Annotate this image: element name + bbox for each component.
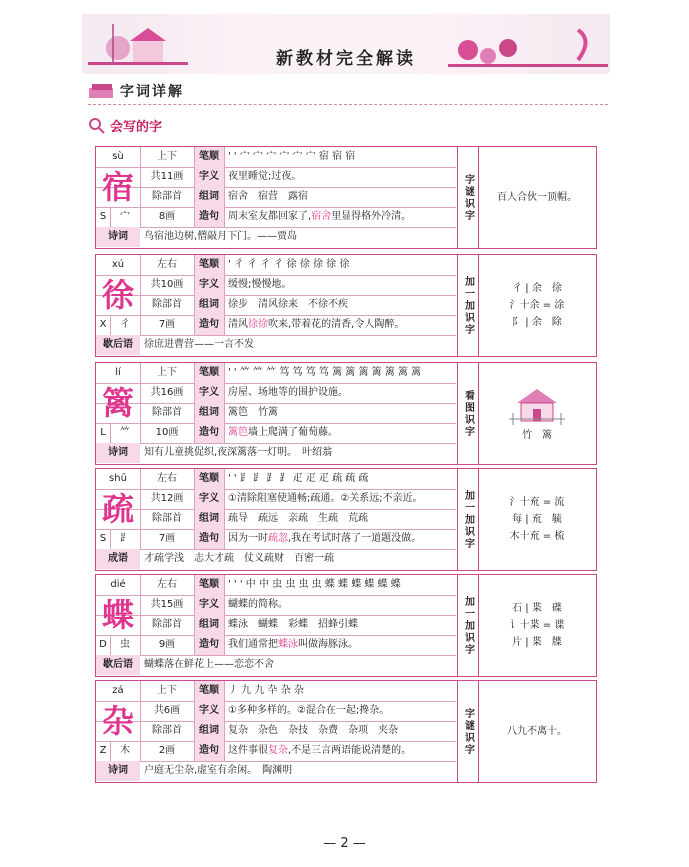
big-character: 篱 <box>96 383 141 423</box>
sentence-pre: 我们通常把 <box>228 639 278 650</box>
memory-aid <box>478 363 596 464</box>
sentence-label: 造句 <box>194 423 224 443</box>
char-row-words <box>96 187 456 208</box>
memory-line: 讠十枼 = 谍 <box>509 620 565 631</box>
char-row-extra <box>96 227 456 247</box>
remaining-strokes: 9画 <box>158 639 176 650</box>
pinyin: shū <box>109 473 127 484</box>
sentence-highlight: 蝶泳 <box>278 639 298 650</box>
stroke-count: 共16画 <box>150 387 184 398</box>
words-label: 组词 <box>194 615 224 635</box>
structure: 左右 <box>157 473 177 484</box>
memory-aid <box>478 681 596 782</box>
house-fence-icon <box>507 383 567 427</box>
sentence-post: ,我在考试时落了一道题没做。 <box>288 533 422 544</box>
words-label: 组词 <box>194 187 224 207</box>
meaning: 夜里睡觉;过夜。 <box>228 171 302 182</box>
char-row-sentence <box>96 741 456 762</box>
memory-line: 木十㐬 = 梳 <box>509 531 565 542</box>
radical-label: 除部首 <box>152 407 182 418</box>
order-label: 笔顺 <box>194 681 224 701</box>
pinyin: xú <box>111 259 125 270</box>
structure: 左右 <box>157 579 177 590</box>
index-letter: D <box>99 639 107 650</box>
char-row-extra <box>96 549 456 569</box>
sentence-pre: 因为一时 <box>228 533 268 544</box>
pinyin: sù <box>112 151 124 162</box>
char-card <box>95 362 597 465</box>
meaning: ①清除阻塞使通畅;疏通。②关系远;不亲近。 <box>228 493 423 504</box>
meaning-label: 字义 <box>194 167 224 187</box>
memory-aid <box>478 255 596 356</box>
big-character: 杂 <box>96 701 141 741</box>
radical-label: 除部首 <box>152 191 182 202</box>
radical: 虫 <box>120 639 130 650</box>
page-number: — 2 — <box>323 836 366 851</box>
sentence <box>228 315 454 335</box>
remaining-strokes: 7画 <box>158 533 176 544</box>
char-card <box>95 254 597 357</box>
radical: ⺮ <box>120 427 130 438</box>
meaning: 房屋、场地等的围护设施。 <box>228 387 348 398</box>
char-row-meaning <box>96 275 456 296</box>
section-title: 字词详解 <box>120 84 184 100</box>
order-label: 笔顺 <box>194 469 224 489</box>
extra-label: 歇后语 <box>96 335 140 355</box>
extra-label: 诗词 <box>96 443 140 463</box>
extra-text: 户庭无尘杂,虚室有余闲。 陶渊明 <box>144 765 293 776</box>
char-row-header <box>96 255 456 276</box>
memory-line: 百人合伙一顶帽。 <box>497 192 577 203</box>
sentence-highlight: 宿舍 <box>311 211 332 222</box>
memory-line: 片 | 枼 牒 <box>512 637 562 648</box>
meaning: 缓慢;慢慢地。 <box>228 279 292 290</box>
words-label: 组词 <box>194 403 224 423</box>
stroke-order: ' 彳 彳 彳 彳 徐 徐 徐 徐 徐 <box>228 259 350 270</box>
stroke-order: ' ' ⻊ ⻊ ⻊ ⻊ 疋 疋 疋 疏 疏 疏 <box>228 473 369 484</box>
sentence <box>228 635 454 655</box>
structure: 上下 <box>157 685 177 696</box>
subsection-title: 会写的字 <box>110 120 163 135</box>
char-row-words <box>96 721 456 742</box>
house-decoration-icon <box>88 18 188 68</box>
char-row-header <box>96 575 456 596</box>
char-row-meaning <box>96 383 456 404</box>
char-row-extra <box>96 761 456 781</box>
sentence <box>228 529 454 549</box>
sentence <box>228 207 454 227</box>
char-row-meaning <box>96 167 456 188</box>
index-letter: Z <box>99 745 107 756</box>
char-row-extra <box>96 655 456 675</box>
sentence-label: 造句 <box>194 207 224 227</box>
char-row-sentence <box>96 529 456 550</box>
subsection-header <box>88 116 162 135</box>
words-label: 组词 <box>194 295 224 315</box>
radical: 木 <box>120 745 130 756</box>
char-card <box>95 574 597 677</box>
sentence-label: 造句 <box>194 635 224 655</box>
learning-method: 加一加识字 <box>457 255 479 356</box>
structure: 上下 <box>157 367 177 378</box>
words-label: 组词 <box>194 509 224 529</box>
index-letter: S <box>99 533 107 544</box>
stroke-order: ' ' ⺮ ⺮ ⺮ 笃 笃 笃 笃 篱 篱 篱 篱 篱 篱 篱 <box>228 367 422 378</box>
memory-aid <box>478 575 596 676</box>
radical-label: 除部首 <box>152 619 182 630</box>
char-row-words <box>96 615 456 636</box>
learning-method: 字谜识字 <box>457 681 479 782</box>
sentence <box>228 423 454 443</box>
sentence-post: 墙上爬满了葡萄藤。 <box>248 427 338 438</box>
extra-label: 诗词 <box>96 761 140 781</box>
memory-line: 每 | 㐬 毓 <box>512 514 562 525</box>
section-header <box>88 80 184 102</box>
sentence <box>228 741 454 761</box>
pinyin: zá <box>112 685 124 696</box>
structure: 左右 <box>157 259 177 270</box>
char-row-words <box>96 295 456 316</box>
sentence-highlight: 疏忽 <box>268 533 288 544</box>
meaning-label: 字义 <box>194 489 224 509</box>
stroke-order: 丿 九 九 卆 杂 杂 <box>228 685 304 696</box>
flower-decoration-icon <box>448 20 608 70</box>
extra-text: 才疏学浅 志大才疏 仗义疏财 百密一疏 <box>144 553 334 564</box>
extra-label: 歇后语 <box>96 655 140 675</box>
structure: 上下 <box>157 151 177 162</box>
big-character: 疏 <box>96 489 141 529</box>
sentence-pre: 清风 <box>228 319 248 330</box>
index-letter: L <box>100 427 106 438</box>
extra-text: 鸟宿池边树,僧敲月下门。——贾岛 <box>144 231 298 242</box>
remaining-strokes: 2画 <box>158 745 176 756</box>
order-label: 笔顺 <box>194 147 224 167</box>
radical-label: 除部首 <box>152 513 182 524</box>
order-label: 笔顺 <box>194 575 224 595</box>
pinyin: dié <box>110 579 126 590</box>
remaining-strokes: 8画 <box>158 211 176 222</box>
extra-text: 知有儿童挑促织,夜深篱落一灯明。 叶绍翁 <box>144 447 333 458</box>
learning-method: 看图识字 <box>457 363 479 464</box>
char-row-sentence <box>96 207 456 228</box>
memory-aid <box>478 147 596 248</box>
big-character: 徐 <box>96 275 141 315</box>
remaining-strokes: 7画 <box>158 319 176 330</box>
big-character: 蝶 <box>96 595 141 635</box>
char-row-meaning <box>96 595 456 616</box>
radical: 彳 <box>120 319 130 330</box>
meaning-label: 字义 <box>194 595 224 615</box>
remaining-strokes: 10画 <box>155 427 179 438</box>
radical: ⻊ <box>120 533 130 544</box>
learning-method: 加一加识字 <box>457 469 479 570</box>
memory-line: 石 | 枼 碟 <box>512 603 562 614</box>
char-row-header <box>96 469 456 490</box>
sentence-post: 里显得格外冷清。 <box>331 211 412 222</box>
char-row-header <box>96 681 456 702</box>
sentence-highlight: 复杂 <box>268 745 288 756</box>
extra-label: 成语 <box>96 549 140 569</box>
sentence-pre: 这件事很 <box>228 745 268 756</box>
learning-method: 加一加识字 <box>457 575 479 676</box>
book-icon <box>88 82 116 100</box>
sentence-label: 造句 <box>194 529 224 549</box>
words: 宿舍 宿营 露宿 <box>228 191 308 202</box>
order-label: 笔顺 <box>194 255 224 275</box>
radical-label: 除部首 <box>152 299 182 310</box>
stroke-count: 共10画 <box>150 279 184 290</box>
stroke-count: 共6画 <box>153 705 181 716</box>
memory-line: 竹 篱 <box>522 430 552 441</box>
extra-text: 蝴蝶落在鲜花上——恋恋不舍 <box>144 659 274 670</box>
big-character: 宿 <box>96 167 141 207</box>
learning-method: 字谜识字 <box>457 147 479 248</box>
sentence-label: 造句 <box>194 741 224 761</box>
words: 蝶泳 蝴蝶 彩蝶 招蜂引蝶 <box>228 619 358 630</box>
index-letter: S <box>99 211 107 222</box>
sentence-label: 造句 <box>194 315 224 335</box>
radical-label: 除部首 <box>152 725 182 736</box>
char-card <box>95 680 597 783</box>
sentence-highlight: 徐徐 <box>248 319 268 330</box>
stroke-order: ' ' ' 中 中 虫 虫 虫 虫 蝶 蝶 蝶 蝶 蝶 蝶 <box>228 579 401 590</box>
words-label: 组词 <box>194 721 224 741</box>
pinyin: lí <box>115 367 121 378</box>
meaning-label: 字义 <box>194 701 224 721</box>
memory-line: 彳 | 余 徐 <box>512 283 562 294</box>
stroke-count: 共12画 <box>150 493 184 504</box>
stroke-order: ' ' 宀 宀 宀 宀 宀 宀 宿 宿 宿 <box>228 151 356 162</box>
radical: 宀 <box>120 211 130 222</box>
memory-aid <box>478 469 596 570</box>
index-letter: X <box>99 319 107 330</box>
sentence-pre: 周末室友都回家了, <box>228 211 312 222</box>
book-title: 新教材完全解读 <box>276 49 416 69</box>
char-row-sentence <box>96 315 456 336</box>
char-row-header <box>96 363 456 384</box>
meaning-label: 字义 <box>194 275 224 295</box>
char-row-meaning <box>96 489 456 510</box>
order-label: 笔顺 <box>194 363 224 383</box>
magnifier-icon <box>88 117 106 135</box>
memory-line: 阝 | 余 除 <box>512 317 562 328</box>
char-row-words <box>96 403 456 424</box>
sentence-post: 叫做海豚泳。 <box>298 639 358 650</box>
char-row-extra <box>96 443 456 463</box>
char-card <box>95 146 597 249</box>
char-row-extra <box>96 335 456 355</box>
char-row-sentence <box>96 635 456 656</box>
words: 篱笆 竹篱 <box>228 407 278 418</box>
meaning-label: 字义 <box>194 383 224 403</box>
sentence-highlight: 篱笆 <box>228 427 248 438</box>
meaning: ①多种多样的。②混合在一起;搀杂。 <box>228 705 390 716</box>
char-row-words <box>96 509 456 530</box>
char-row-header <box>96 147 456 168</box>
char-row-meaning <box>96 701 456 722</box>
extra-label: 诗词 <box>96 227 140 247</box>
char-row-sentence <box>96 423 456 444</box>
words: 徐步 清风徐来 不徐不疾 <box>228 299 348 310</box>
char-card <box>95 468 597 571</box>
words: 疏导 疏远 亲疏 生疏 荒疏 <box>228 513 368 524</box>
stroke-count: 共15画 <box>150 599 184 610</box>
stroke-count: 共11画 <box>150 171 184 182</box>
memory-line: 氵十余 = 涂 <box>509 300 565 311</box>
words: 复杂 杂色 杂技 杂费 杂项 夹杂 <box>228 725 398 736</box>
memory-line: 八九不离十。 <box>507 726 567 737</box>
extra-text: 徐庶进曹营——一言不发 <box>144 339 254 350</box>
meaning: 蝴蝶的简称。 <box>228 599 288 610</box>
sentence-post: ,不是三言两语能说清楚的。 <box>288 745 412 756</box>
memory-line: 氵十㐬 = 流 <box>509 497 565 508</box>
section-divider <box>88 104 608 105</box>
sentence-post: 吹来,带着花的清香,令人陶醉。 <box>268 319 405 330</box>
